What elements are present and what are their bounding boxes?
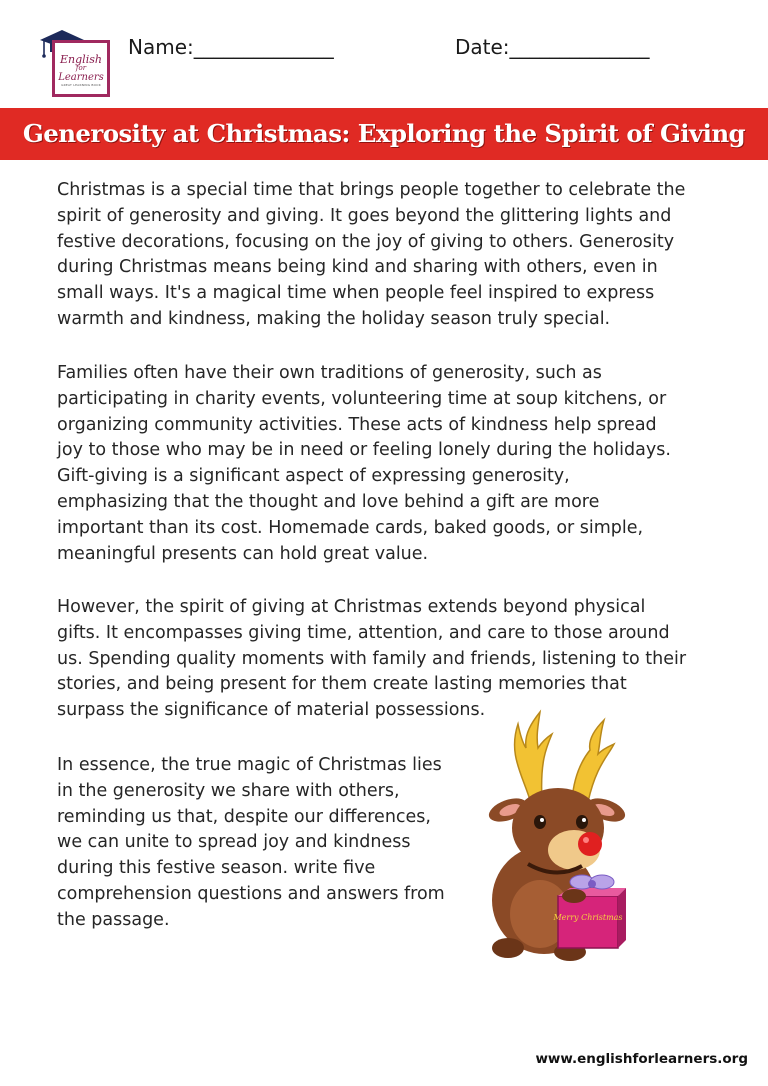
paragraph-line: However, the spirit of giving at Christmas extends beyond physical: [57, 597, 646, 617]
paragraph-1: [57, 178, 717, 333]
paragraph-line: comprehension questions and answers from: [57, 883, 445, 904]
paragraph-line: stories, and being present for them create lasting memories that: [57, 674, 627, 695]
footer-url[interactable]: www.englishforlearners.org: [535, 1051, 748, 1067]
logo-text-line2: for: [75, 64, 87, 72]
paragraph-4: [57, 753, 477, 934]
paragraph-line: small ways. It's a magical time when people feel inspired to express: [57, 283, 655, 304]
paragraph-line: emphasizing that the thought and love behind a gift are more: [57, 491, 600, 512]
page-title: Generosity at Christmas: Exploring the Spirit of Giving: [22, 119, 746, 148]
title-banner: [0, 108, 768, 160]
reindeer-with-gift-icon: [478, 704, 638, 966]
paragraph-line: In essence, the true magic of Christmas lies: [57, 755, 442, 775]
paragraph-line: we can unite to spread joy and kindness: [57, 832, 411, 853]
paragraph-2: [57, 361, 717, 567]
site-logo: [38, 28, 112, 96]
gift-text: Merry Christmas: [553, 913, 623, 922]
paragraph-line: meaningful presents can hold great value.: [57, 543, 429, 564]
logo-subtitle: GREAT LEARNING BOOK: [61, 83, 101, 87]
paragraph-line: during Christmas means being kind and sharing with others, even in: [57, 257, 658, 278]
paragraph-line: in the generosity we share with others,: [57, 780, 400, 801]
paragraph-line: gifts. It encompasses giving time, attention, and care to those around: [57, 622, 670, 643]
paragraph-line: participating in charity events, volunteering time at soup kitchens, or: [57, 388, 667, 409]
paragraph-line: Gift-giving is a significant aspect of expressing generosity,: [57, 466, 570, 487]
paragraph-line: spirit of generosity and giving. It goes beyond the glittering lights and: [57, 205, 672, 226]
name-field[interactable]: Name:______________: [128, 35, 334, 59]
logo-text-line1: English: [60, 53, 102, 66]
paragraph-line: warmth and kindness, making the holiday season truly special.: [57, 308, 611, 329]
date-field[interactable]: Date:______________: [455, 35, 650, 59]
paragraph-line: the passage.: [57, 909, 170, 930]
logo-text-line3: Learners: [58, 72, 104, 83]
paragraph-line: during this festive season. write five: [57, 858, 376, 879]
paragraph-line: surpass the significance of material possessions.: [57, 700, 486, 721]
paragraph-line: festive decorations, focusing on the joy of giving to others. Generosity: [57, 231, 675, 252]
paragraph-line: us. Spending quality moments with family and friends, listening to their: [57, 648, 687, 669]
paragraph-line: important than its cost. Homemade cards, baked goods, or simple,: [57, 517, 644, 538]
paragraph-line: Christmas is a special time that brings people together to celebrate the: [57, 180, 686, 200]
paragraph-line: reminding us that, despite our differences,: [57, 806, 431, 827]
paragraph-line: joy to those who may be in need or feeling lonely during the holidays.: [57, 440, 671, 461]
paragraph-line: organizing community activities. These acts of kindness help spread: [57, 414, 657, 435]
logo-frame: [52, 40, 110, 97]
paragraph-line: Families often have their own traditions of generosity, such as: [57, 363, 602, 383]
